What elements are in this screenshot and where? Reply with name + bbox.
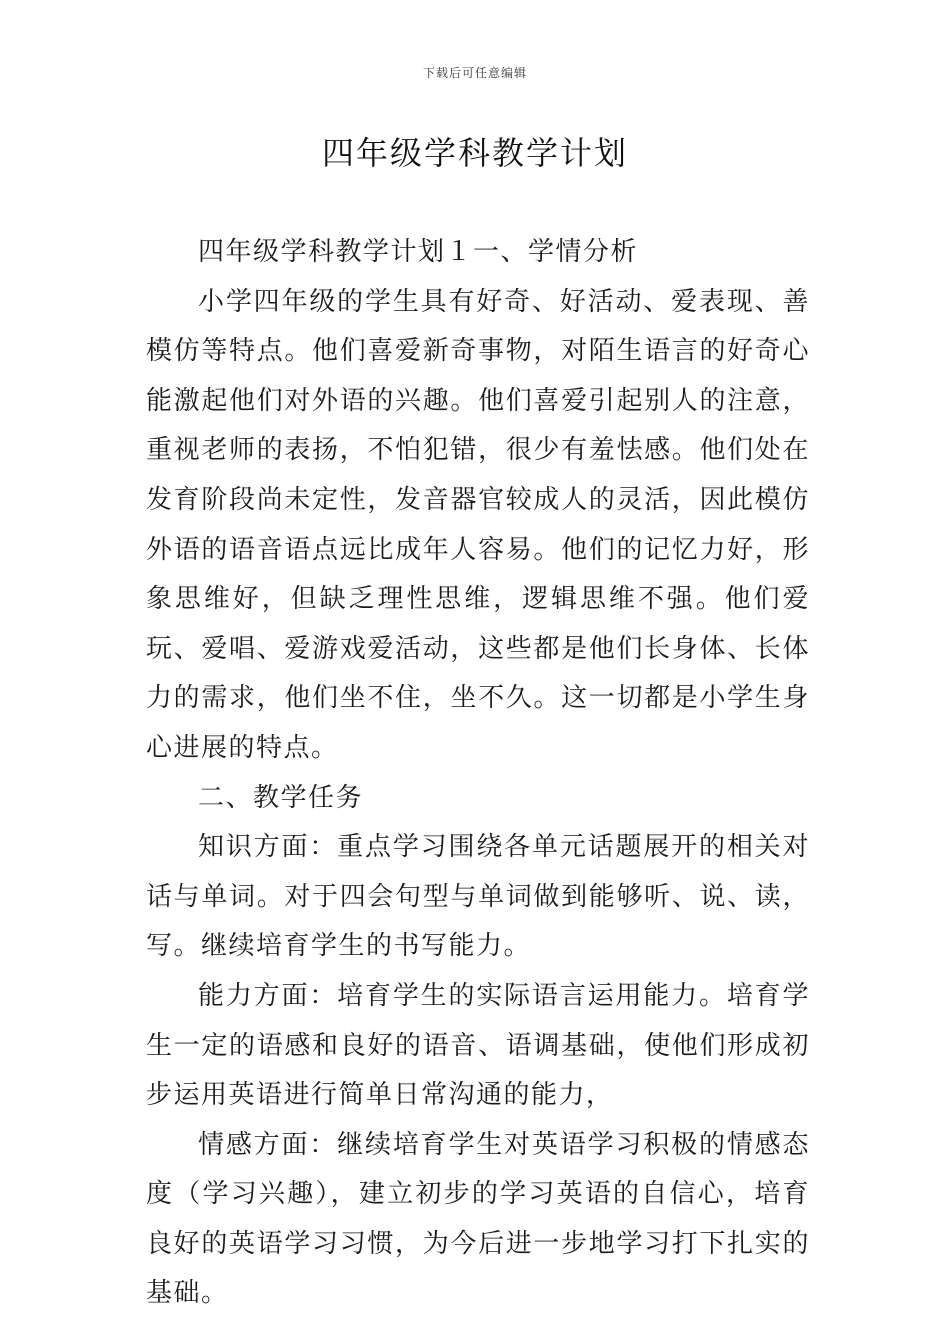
paragraph-section-heading-2: 二、教学任务 bbox=[198, 782, 364, 813]
paragraph-knowledge: 知识方面：重点学习围绕各单元话题展开的相关对话与单词。对于四会句型与单词做到能够听、说、读，写。继续培育学生的书写能力。 bbox=[146, 832, 810, 962]
paragraph-ability: 能力方面：培育学生的实际语言运用能力。培育学生一定的语感和良好的语音、语调基础，使他们形成初步运用英语进行简单日常沟通的能力， bbox=[146, 980, 810, 1111]
paragraph-emotion: 情感方面：继续培育学生对英语学习积极的情感态度（学习兴趣），建立初步的学习英语的自信心，培育良好的英语学习习惯，为今后进一步地学习打下扎实的基础。 bbox=[146, 1129, 810, 1309]
document-body bbox=[146, 228, 810, 1319]
paragraph-learning-analysis: 小学四年级的学生具有好奇、好活动、爱表现、善模仿等特点。他们喜爱新奇事物，对陌生语言的好奇心能激起他们对外语的兴趣。他们喜爱引起别人的注意，重视老师的表扬，不怕犯错，很少有羞怯感。他们处在发育阶段尚未定性，发音器官较成人的灵活，因此模仿外语的语音语点远比成年人容易。他们的记忆力好，形象思维好，但缺乏理性思维，逻辑思维不强。他们爱玩、爱唱、爱游戏爱活动，这些都是他们长身体、长体力的需求，他们坐不住，坐不久。这一切都是小学生身心进展的特点。 bbox=[146, 286, 810, 763]
header-note: 下载后可任意编辑 bbox=[422, 66, 527, 80]
document-title: 四年级学科教学计划 bbox=[321, 134, 628, 172]
paragraph-section-heading-1: 四年级学科教学计划１一、学情分析 bbox=[198, 237, 639, 267]
